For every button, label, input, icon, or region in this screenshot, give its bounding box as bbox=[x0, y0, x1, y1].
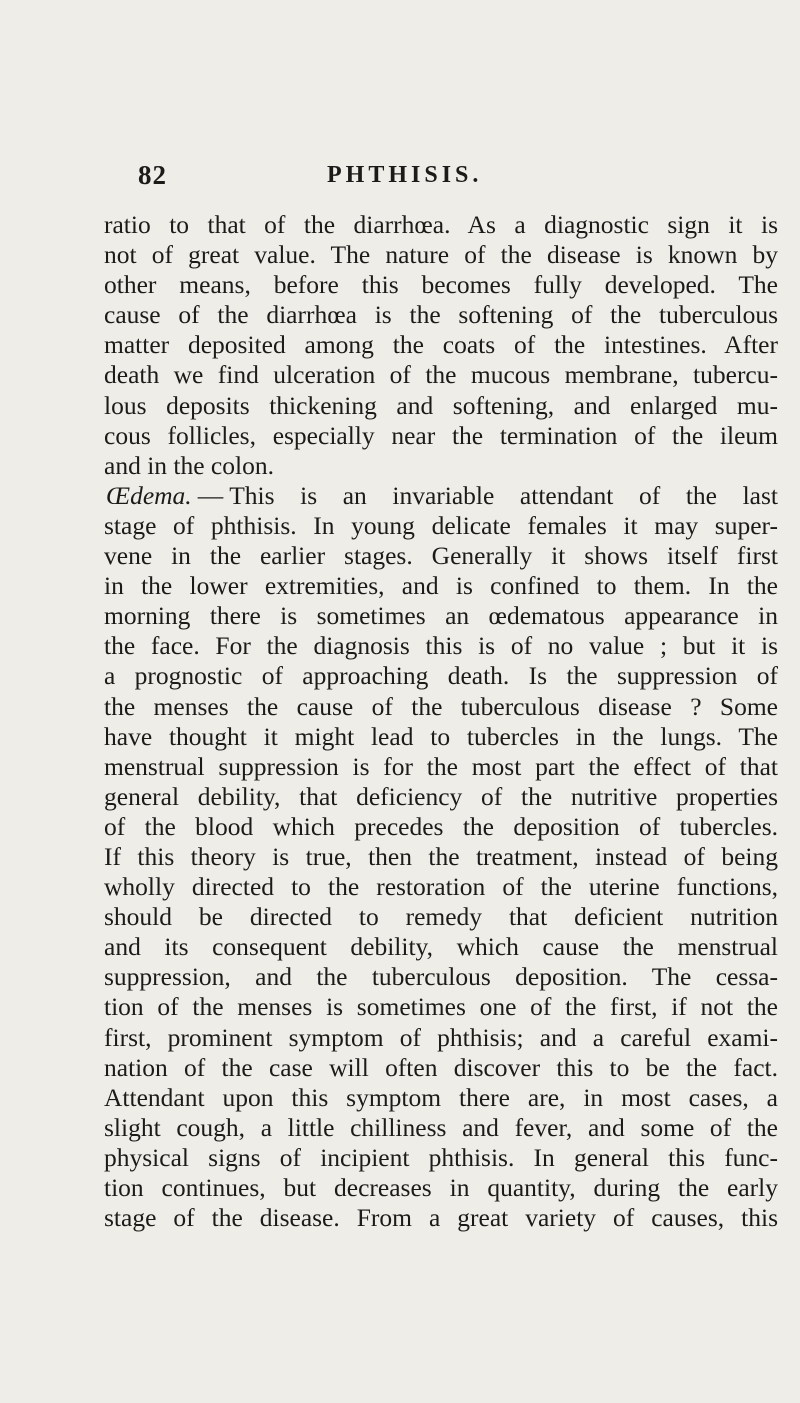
text-line: cause of the diarrhœa is the softening of the tuberculous bbox=[104, 300, 778, 330]
text-line: If this theory is true, then the treatment, instead of being bbox=[104, 841, 778, 871]
text-line: Attendant upon this symptom there are, in most cases, a bbox=[104, 1082, 778, 1112]
text-line: of the blood which precedes the deposition of tubercles. bbox=[104, 811, 778, 841]
paragraph-diarrhoea bbox=[104, 210, 778, 481]
text-line: general debility, that deficiency of the nutritive properties bbox=[104, 781, 778, 811]
text-line: cous follicles, especially near the termination of the ileum bbox=[104, 420, 778, 450]
text-line: have thought it might lead to tubercles in the lungs. The bbox=[104, 721, 778, 751]
text-line: a prognostic of approaching death. Is the suppression of bbox=[104, 661, 778, 691]
text-line: suppression, and the tuberculous deposition. The cessa- bbox=[104, 962, 778, 992]
paragraph-oedema bbox=[104, 481, 778, 1233]
text-line: in the lower extremities, and is confined to them. In the bbox=[104, 571, 778, 601]
text-line: tion of the menses is sometimes one of the first, if not the bbox=[104, 992, 778, 1022]
text-line: vene in the earlier stages. Generally it shows itself first bbox=[104, 541, 778, 571]
text-line: lous deposits thickening and softening, and enlarged mu- bbox=[104, 390, 778, 420]
text-line: and in the colon. bbox=[104, 450, 274, 480]
text-line: not of great value. The nature of the disease is known by bbox=[104, 240, 778, 270]
body-text bbox=[104, 210, 778, 1233]
em-dash: — bbox=[197, 480, 224, 510]
text-line: death we find ulceration of the mucous membrane, tubercu- bbox=[104, 360, 778, 390]
text-line: stage of phthisis. In young delicate females it may super- bbox=[104, 510, 778, 540]
text-line: should be directed to remedy that deficient nutrition bbox=[104, 902, 778, 932]
text-line: wholly directed to the restoration of the uterine functions, bbox=[104, 872, 778, 902]
text-line: slight cough, a little chilliness and fever, and some of the bbox=[104, 1112, 778, 1142]
text-line: stage of the disease. From a great variety of causes, this bbox=[104, 1203, 778, 1233]
text-line: menstrual suppression is for the most part the effect of that bbox=[104, 751, 778, 781]
text-line: ratio to that of the diarrhœa. As a diagnostic sign it is bbox=[104, 210, 778, 239]
running-head bbox=[138, 160, 778, 190]
page-number: 82 bbox=[138, 160, 167, 190]
text-line: nation of the case will often discover this to be the fact. bbox=[104, 1052, 778, 1082]
text-line: physical signs of incipient phthisis. In general this func- bbox=[104, 1142, 778, 1172]
text-line: the menses the cause of the tuberculous disease ? Some bbox=[104, 691, 778, 721]
text-line: matter deposited among the coats of the intestines. After bbox=[104, 330, 778, 360]
running-title: PHTHISIS. bbox=[327, 162, 483, 188]
text-line: first, prominent symptom of phthisis; and a careful exami- bbox=[104, 1022, 778, 1052]
paragraph-first-line bbox=[104, 481, 778, 511]
text-line: tion continues, but decreases in quantity, during the early bbox=[104, 1173, 778, 1202]
section-heading: Œdema. bbox=[106, 480, 192, 510]
text-line: and its consequent debility, which cause the menstrual bbox=[104, 932, 778, 962]
text-line: morning there is sometimes an œdematous appearance in bbox=[104, 601, 778, 631]
text-line: other means, before this becomes fully developed. The bbox=[104, 270, 778, 300]
text-line: the face. For the diagnosis this is of no value ; but it is bbox=[104, 631, 778, 661]
text-fragment: This is an invariable attendant of the last bbox=[229, 480, 778, 510]
